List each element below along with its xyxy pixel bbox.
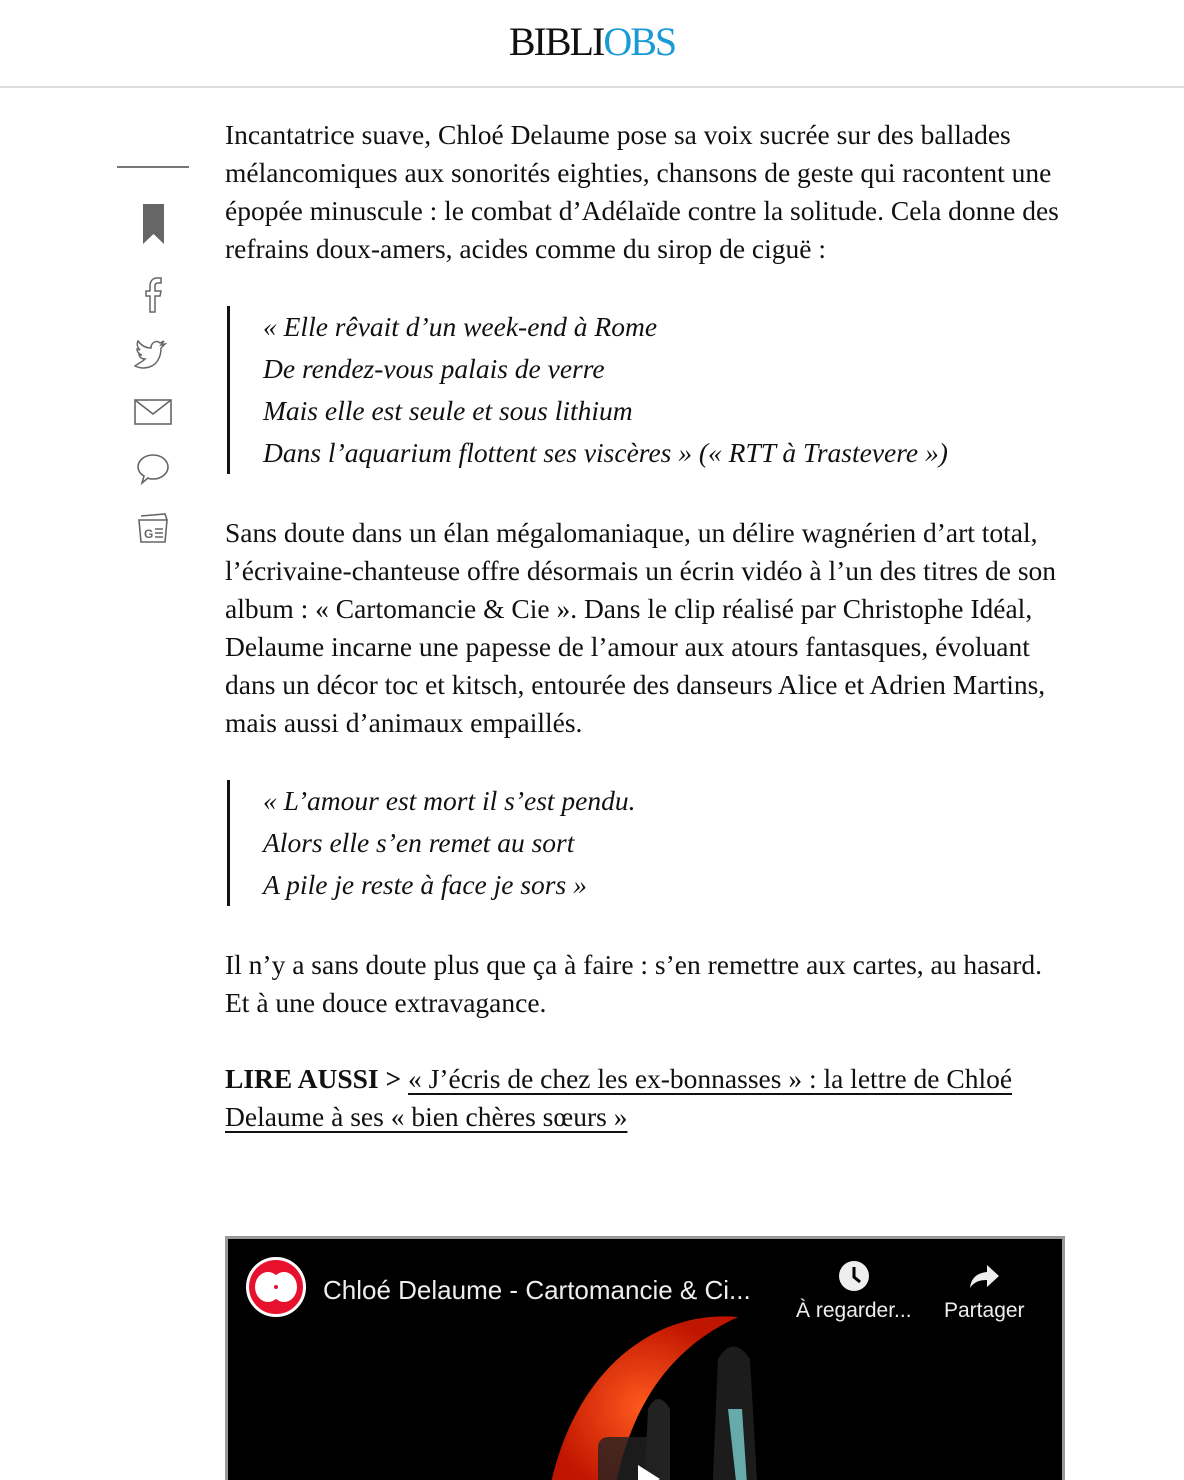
mail-icon[interactable] [133, 392, 173, 432]
lyrics-quote: « L’amour est mort il s’est pendu. Alors elle s’en remet au sort A pile je reste à face je sors » [227, 780, 1070, 906]
video-embed[interactable] [225, 1236, 1065, 1480]
clock-icon [837, 1259, 871, 1293]
comment-icon[interactable] [133, 450, 173, 490]
bookmark-icon[interactable] [133, 204, 173, 244]
svg-text:G: G [144, 527, 154, 541]
paragraph: Sans doute dans un élan mégalomaniaque, un délire wagnérien d’art total, l’écrivaine-chanteuse offre désormais un écrin vidéo à l’un des titres de son album : « Cartomancie & Cie ». Dans le clip réalisé par Christophe Idéal, Delaume incarne une papesse de l’amour aux atours fantasques, évoluant dans un décor toc et kitsch, entourée des danseurs Alice et Adrien Martins, mais aussi d’animaux empaillés. [225, 517, 1057, 738]
bibliobs-logo[interactable]: BIBLIOBS [508, 18, 676, 64]
twitter-icon[interactable] [133, 334, 173, 374]
share-arrow-icon [967, 1259, 1001, 1293]
site-header [0, 0, 1184, 88]
video-title[interactable]: Chloé Delaume - Cartomancie & Ci... [323, 1275, 751, 1305]
lyrics-quote: « Elle rêvait d’un week-end à Rome De rendez-vous palais de verre Mais elle est seule et sous lithium Dans l’aquarium flottent ses viscères » (« RTT à Trastevere ») [227, 306, 1070, 474]
article-body [225, 116, 1070, 1174]
google-news-icon[interactable] [133, 508, 173, 548]
read-also: LIRE AUSSI > « J’écris de chez les ex-bonnasses » : la lettre de Chloé Delaume à ses « bien chères sœurs » [225, 1063, 1013, 1132]
watch-later-button[interactable]: À regarder... [796, 1259, 912, 1323]
divider [117, 166, 189, 168]
facebook-icon[interactable] [133, 274, 173, 314]
channel-avatar[interactable] [246, 1257, 306, 1317]
share-button[interactable]: Partager [944, 1259, 1025, 1323]
paragraph: Incantatrice suave, Chloé Delaume pose sa voix sucrée sur des ballades mélancomiques aux sonorités eighties, chansons de geste qui racontent une épopée minuscule : le combat d’Adélaïde contre la solitude. Cela donne des refrains doux-amers, acides comme du sirop de ciguë : [225, 119, 1059, 264]
paragraph: Il n’y a sans doute plus que ça à faire : s’en remettre aux cartes, au hasard. Et à une douce extravagance. [225, 949, 1043, 1018]
share-sidebar [117, 166, 189, 548]
read-also-link[interactable]: « J’écris de chez les ex-bonnasses » : la lettre de Chloé Delaume à ses « bien chères sœurs » [225, 1063, 1013, 1132]
